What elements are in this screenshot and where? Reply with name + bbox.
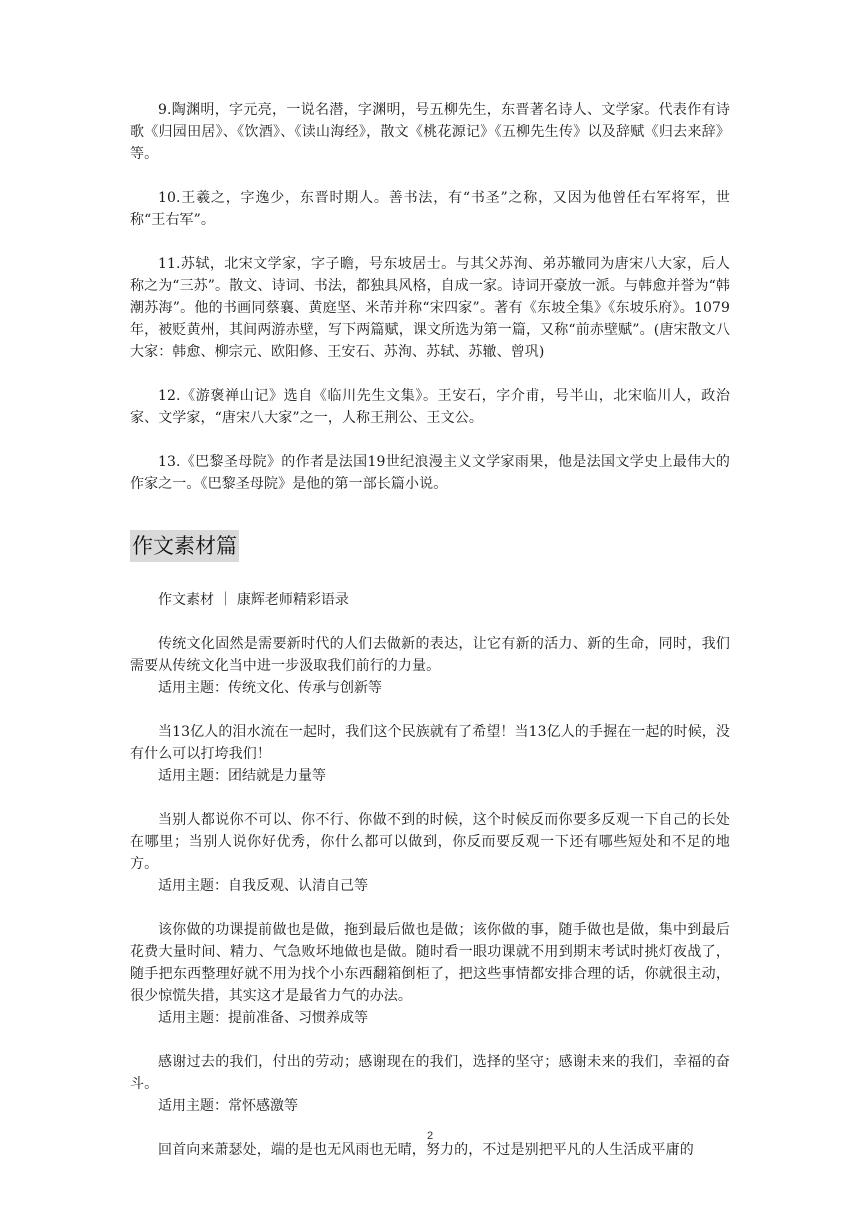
author-notes — [130, 99, 730, 495]
quote-item — [130, 809, 730, 897]
note-12: 12.《游褒禅山记》选自《临川先生文集》。王安石，字介甫，号半山，北宋临川人，政治家、文学家，“唐宋八大家”之一，人称王荆公、王文公。 — [130, 388, 730, 426]
quote-topic: 适用主题：常怀感激等 — [158, 1098, 298, 1114]
quote-text: 回首向来萧瑟处，端的是也无风雨也无晴，努力的，不过是别把平凡的人生活成平庸的 — [158, 1142, 694, 1158]
quote-item — [130, 721, 730, 787]
note-10: 10.王羲之，字逸少，东晋时期人。善书法，有“书圣”之称，又因为他曾任右军将军，世称“王右军”。 — [130, 190, 730, 228]
quote-text: 感谢过去的我们，付出的劳动；感谢现在的我们，选择的坚守；感谢未来的我们，幸福的奋斗。 — [130, 1054, 730, 1092]
page-number: 2 — [426, 1130, 434, 1142]
note-13: 13.《巴黎圣母院》的作者是法国19世纪浪漫主义文学家雨果，他是法国文学史上最伟大的作家之一。《巴黎圣母院》是他的第一部长篇小说。 — [130, 454, 730, 492]
quote-text: 传统文化固然是需要新时代的人们去做新的表达，让它有新的活力、新的生命，同时，我们需要从传统文化当中进一步汲取我们前行的力量。 — [130, 636, 730, 674]
document-page — [130, 0, 730, 1216]
essay-material — [130, 589, 730, 1183]
quote-item — [130, 1051, 730, 1117]
section-heading: 作文素材篇 — [130, 530, 239, 562]
essay-subtitle: 作文素材 ｜ 康辉老师精彩语录 — [158, 592, 349, 608]
quote-topic: 适用主题：团结就是力量等 — [158, 768, 326, 784]
quote-text: 该你做的功课提前做也是做，拖到最后做也是做；该你做的事，随手做也是做，集中到最后花费大量时间、精力、气急败坏地做也是做。随时看一眼功课就不用到期末考试时挑灯夜战了，随手把东西整理好就不用为找个小东西翻箱倒柜了，把这些事情都安排合理的话，你就很主动，很少惊慌失措，其实这才是最省力气的办法。 — [130, 922, 730, 1004]
note-9: 9.陶渊明，字元亮，一说名潜，字渊明，号五柳先生，东晋著名诗人、文学家。代表作有诗歌《归园田居》、《饮酒》、《读山海经》，散文《桃花源记》《五柳先生传》以及辞赋《归去来辞》等。 — [130, 102, 730, 162]
quote-item — [130, 633, 730, 699]
note-11: 11.苏轼，北宋文学家，字子瞻，号东坡居士。与其父苏洵、弟苏辙同为唐宋八大家，后人称之为“三苏”。散文、诗词、书法，都独具风格，自成一家。诗词开豪放一派。与韩愈并誉为“韩潮苏海”。他的书画同蔡襄、黄庭坚、米芾并称“宋四家”。著有《东坡全集》《东坡乐府》。1079年，被贬黄州，其间两游赤壁，写下两篇赋，课文所选为第一篇，又称“前赤壁赋”。(唐宋散文八大家：韩愈、柳宗元、欧阳修、王安石、苏洵、苏轼、苏辙、曾巩) — [130, 256, 730, 360]
quote-text: 当别人都说你不可以、你不行、你做不到的时候，这个时候反而你要多反观一下自己的长处在哪里；当别人说你好优秀，你什么都可以做到，你反而要反观一下还有哪些短处和不足的地方。 — [130, 812, 730, 872]
quote-topic: 适用主题：自我反观、认清自己等 — [158, 878, 368, 894]
quote-topic: 适用主题：提前准备、习惯养成等 — [158, 1010, 368, 1026]
quote-topic: 适用主题：传统文化、传承与创新等 — [158, 680, 382, 696]
quote-item — [130, 919, 730, 1029]
quote-text: 当13亿人的泪水流在一起时，我们这个民族就有了希望！当13亿人的手握在一起的时候，没有什么可以打垮我们！ — [130, 724, 730, 762]
quote-item — [130, 1139, 730, 1161]
